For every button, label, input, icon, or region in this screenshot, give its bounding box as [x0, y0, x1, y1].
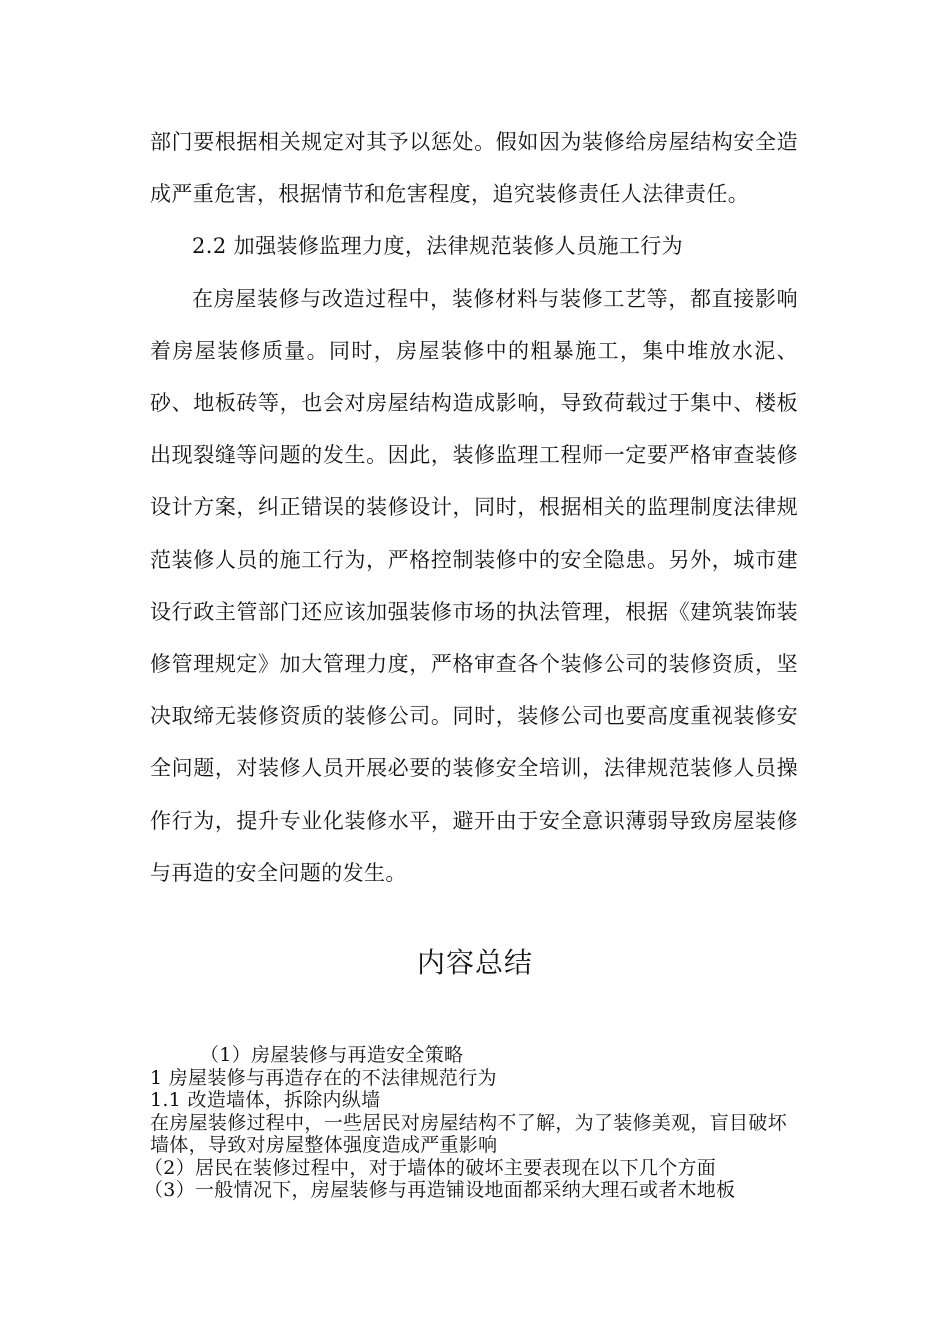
summary-item-3: （3）一般情况下，房屋装修与再造铺设地面都采纳大理石或者木地板 [144, 1179, 736, 1201]
summary-item-2: （2）居民在装修过程中，对于墙体的破坏主要表现在以下几个方面 [144, 1156, 717, 1179]
paragraph-continuation: 部门要根据相关规定对其予以惩处。假如因为装修给房屋结构安全造成严重危害，根据情节和危害程度，追究装修责任人法律责任。 [150, 130, 798, 207]
summary-item-1: （1）房屋装修与再造安全策略 [200, 1044, 464, 1066]
summary-block [144, 1044, 800, 1202]
section-heading-2-2: 2.2 加强装修监理力度，法律规范装修人员施工行为 [192, 234, 684, 259]
paragraph-supervision: 在房屋装修与改造过程中，装修材料与装修工艺等，都直接影响着房屋装修质量。同时，房屋装修中的粗暴施工，集中堆放水泥、砂、地板砖等，也会对房屋结构造成影响，导致荷载过于集中、楼板出现裂缝等问题的发生。因此，装修监理工程师一定要严格审查装修设计方案，纠正错误的装修设计，同时，根据相关的监理制度法律规范装修人员的施工行为，严格控制装修中的安全隐患。另外，城市建设行政主管部门还应该加强装修市场的执法管理，根据《建筑装饰装修管理规定》加大管理力度，严格审查各个装修公司的装修资质，坚决取缔无装修资质的装修公司。同时，装修公司也要高度重视装修安全问题，对装修人员开展必要的装修安全培训，法律规范装修人员操作行为，提升专业化装修水平，避开由于安全意识薄弱导致房屋装修与再造的安全问题的发生。 [150, 286, 798, 885]
summary-title: 内容总结 [416, 946, 533, 979]
body-text [150, 116, 798, 899]
summary-line-3: 1.1 改造墙体，拆除内纵墙 [150, 1089, 381, 1111]
summary-line-4: 在房屋装修过程中，一些居民对房屋结构不了解，为了装修美观，盲目破坏墙体，导致对房屋整体强度造成严重影响 [150, 1111, 787, 1156]
summary-line-2: 1 房屋装修与再造存在的不法律规范行为 [150, 1066, 497, 1089]
